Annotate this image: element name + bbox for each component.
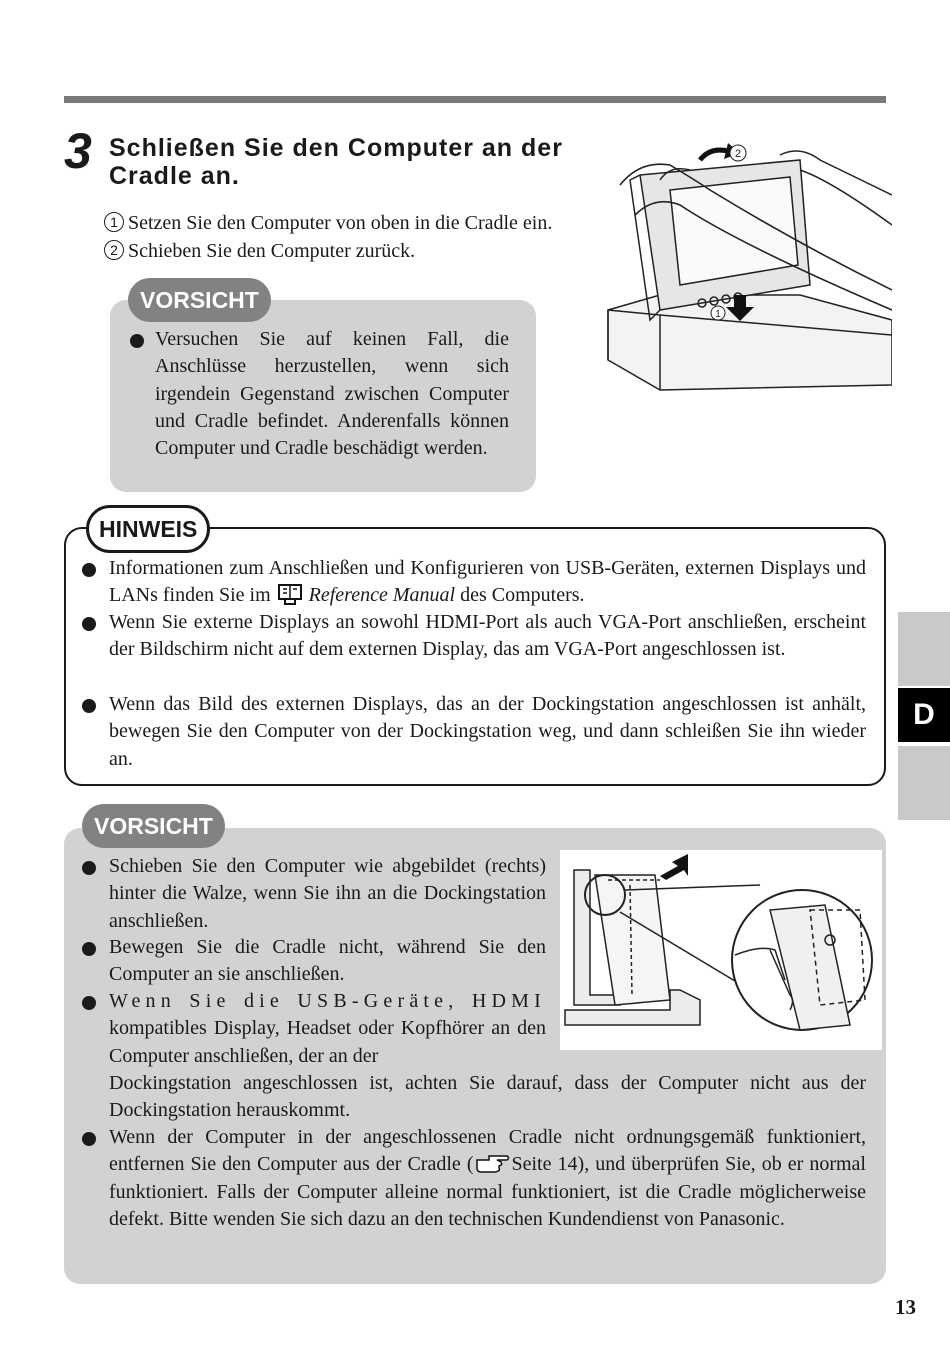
illus-marker-1: 1 (715, 309, 721, 320)
bullet-icon (82, 1132, 96, 1146)
note-item-3: Wenn das Bild des externen Displays, das an der Dockingstation angeschlossen ist anhält, bewegen Sie den Computer von der Dockingstation weg, und dann schleißen Sie ihn wieder an. (109, 693, 866, 770)
bullet-icon (82, 563, 96, 577)
caution-tag-1: VORSICHT (128, 278, 271, 322)
top-rule (64, 96, 886, 103)
note-tag: HINWEIS (86, 505, 210, 553)
reference-manual-title: Reference Manual (308, 584, 456, 607)
bullet-icon (82, 861, 96, 875)
caution-tag-2: VORSICHT (82, 804, 225, 848)
caution2-item-4-text: Wenn der Computer in der angeschlossenen Cradle nicht ordnungsgemäß funktioniert, entfernen Sie den Computer aus der Cradle ( (109, 1126, 866, 1176)
substep-2 (104, 238, 415, 264)
side-tab-upper (898, 612, 950, 686)
step-title: Schließen Sie den Computer an der Cradle an. (109, 134, 563, 190)
note-item-2: Wenn Sie externe Displays an sowohl HDMI-Port als auch VGA-Port anschließen, erscheint der Bildschirm nicht auf dem externen Display, das am VGA-Port angeschlossen ist. (109, 611, 866, 661)
caution2-item-2: Bewegen Sie die Cradle nicht, während Sie den Computer an sie anschließen. (109, 936, 546, 986)
side-tab-section-d: D (898, 688, 950, 742)
roller-detail-illustration (560, 850, 882, 1050)
caution1-item: Versuchen Sie auf keinen Fall, die Anschlüsse herzustellen, wenn sich irgendein Gegenstand zwischen Computer und Cradle befindet. Anderenfalls können Computer und Cradle beschädigt werden. (155, 328, 509, 460)
caution2-item-3a-rest: kompatibles Display, Headset oder Kopfhörer an den Computer anschließen, der an der (109, 1017, 546, 1067)
bullet-icon (82, 942, 96, 956)
note-item-1-tail: des Computers. (460, 584, 585, 607)
caution2-item-1: Schieben Sie den Computer wie abgebildet (rechts) hinter die Walze, wenn Sie ihn an die Dockingstation anschließen. (109, 855, 546, 932)
side-tab-lower (898, 746, 950, 820)
bullet-icon (82, 617, 96, 631)
caution2-item-4 (109, 1124, 866, 1233)
pointing-hand-icon (473, 1152, 511, 1174)
illus-marker-2: 2 (734, 148, 742, 160)
circled-marker: 2 (104, 240, 124, 260)
caution2-item-3a (109, 988, 546, 1070)
substep-1 (104, 210, 552, 236)
note-item-1 (109, 555, 866, 610)
page-number: 13 (895, 1295, 916, 1319)
reference-manual-icon (276, 583, 304, 605)
bullet-icon (82, 996, 96, 1010)
bullet-icon (130, 334, 144, 348)
caution2-item-4-tail: ), und überprüfen Sie, ob er normal funktioniert. Falls der Computer alleine normal funktioniert, ist die Cradle möglicherweise defekt. Bitte wenden Sie sich dazu an den technischen Kundendienst von Panasonic. (109, 1153, 866, 1230)
caution2-item-3a-spaced: Wenn Sie die USB-Geräte, HDMI (109, 990, 546, 1012)
cradle-insert-illustration (600, 135, 892, 397)
page-reference: Seite 14 (511, 1153, 578, 1176)
substep-text: Setzen Sie den Computer von oben in die Cradle ein. (128, 212, 553, 234)
bullet-icon (82, 699, 96, 713)
caution2-item-3b: Dockingstation angeschlossen ist, achten Sie darauf, dass der Computer nicht aus der Dockingstation herauskommt. (109, 1072, 866, 1122)
substep-text: Schieben Sie den Computer zurück. (128, 240, 416, 262)
circled-marker: 1 (104, 212, 124, 232)
note-item-1-text: Informationen zum Anschließen und Konfigurieren von USB-Geräten, externen Displays und LANs finden Sie im (109, 557, 866, 607)
step-number: 3 (64, 123, 92, 179)
